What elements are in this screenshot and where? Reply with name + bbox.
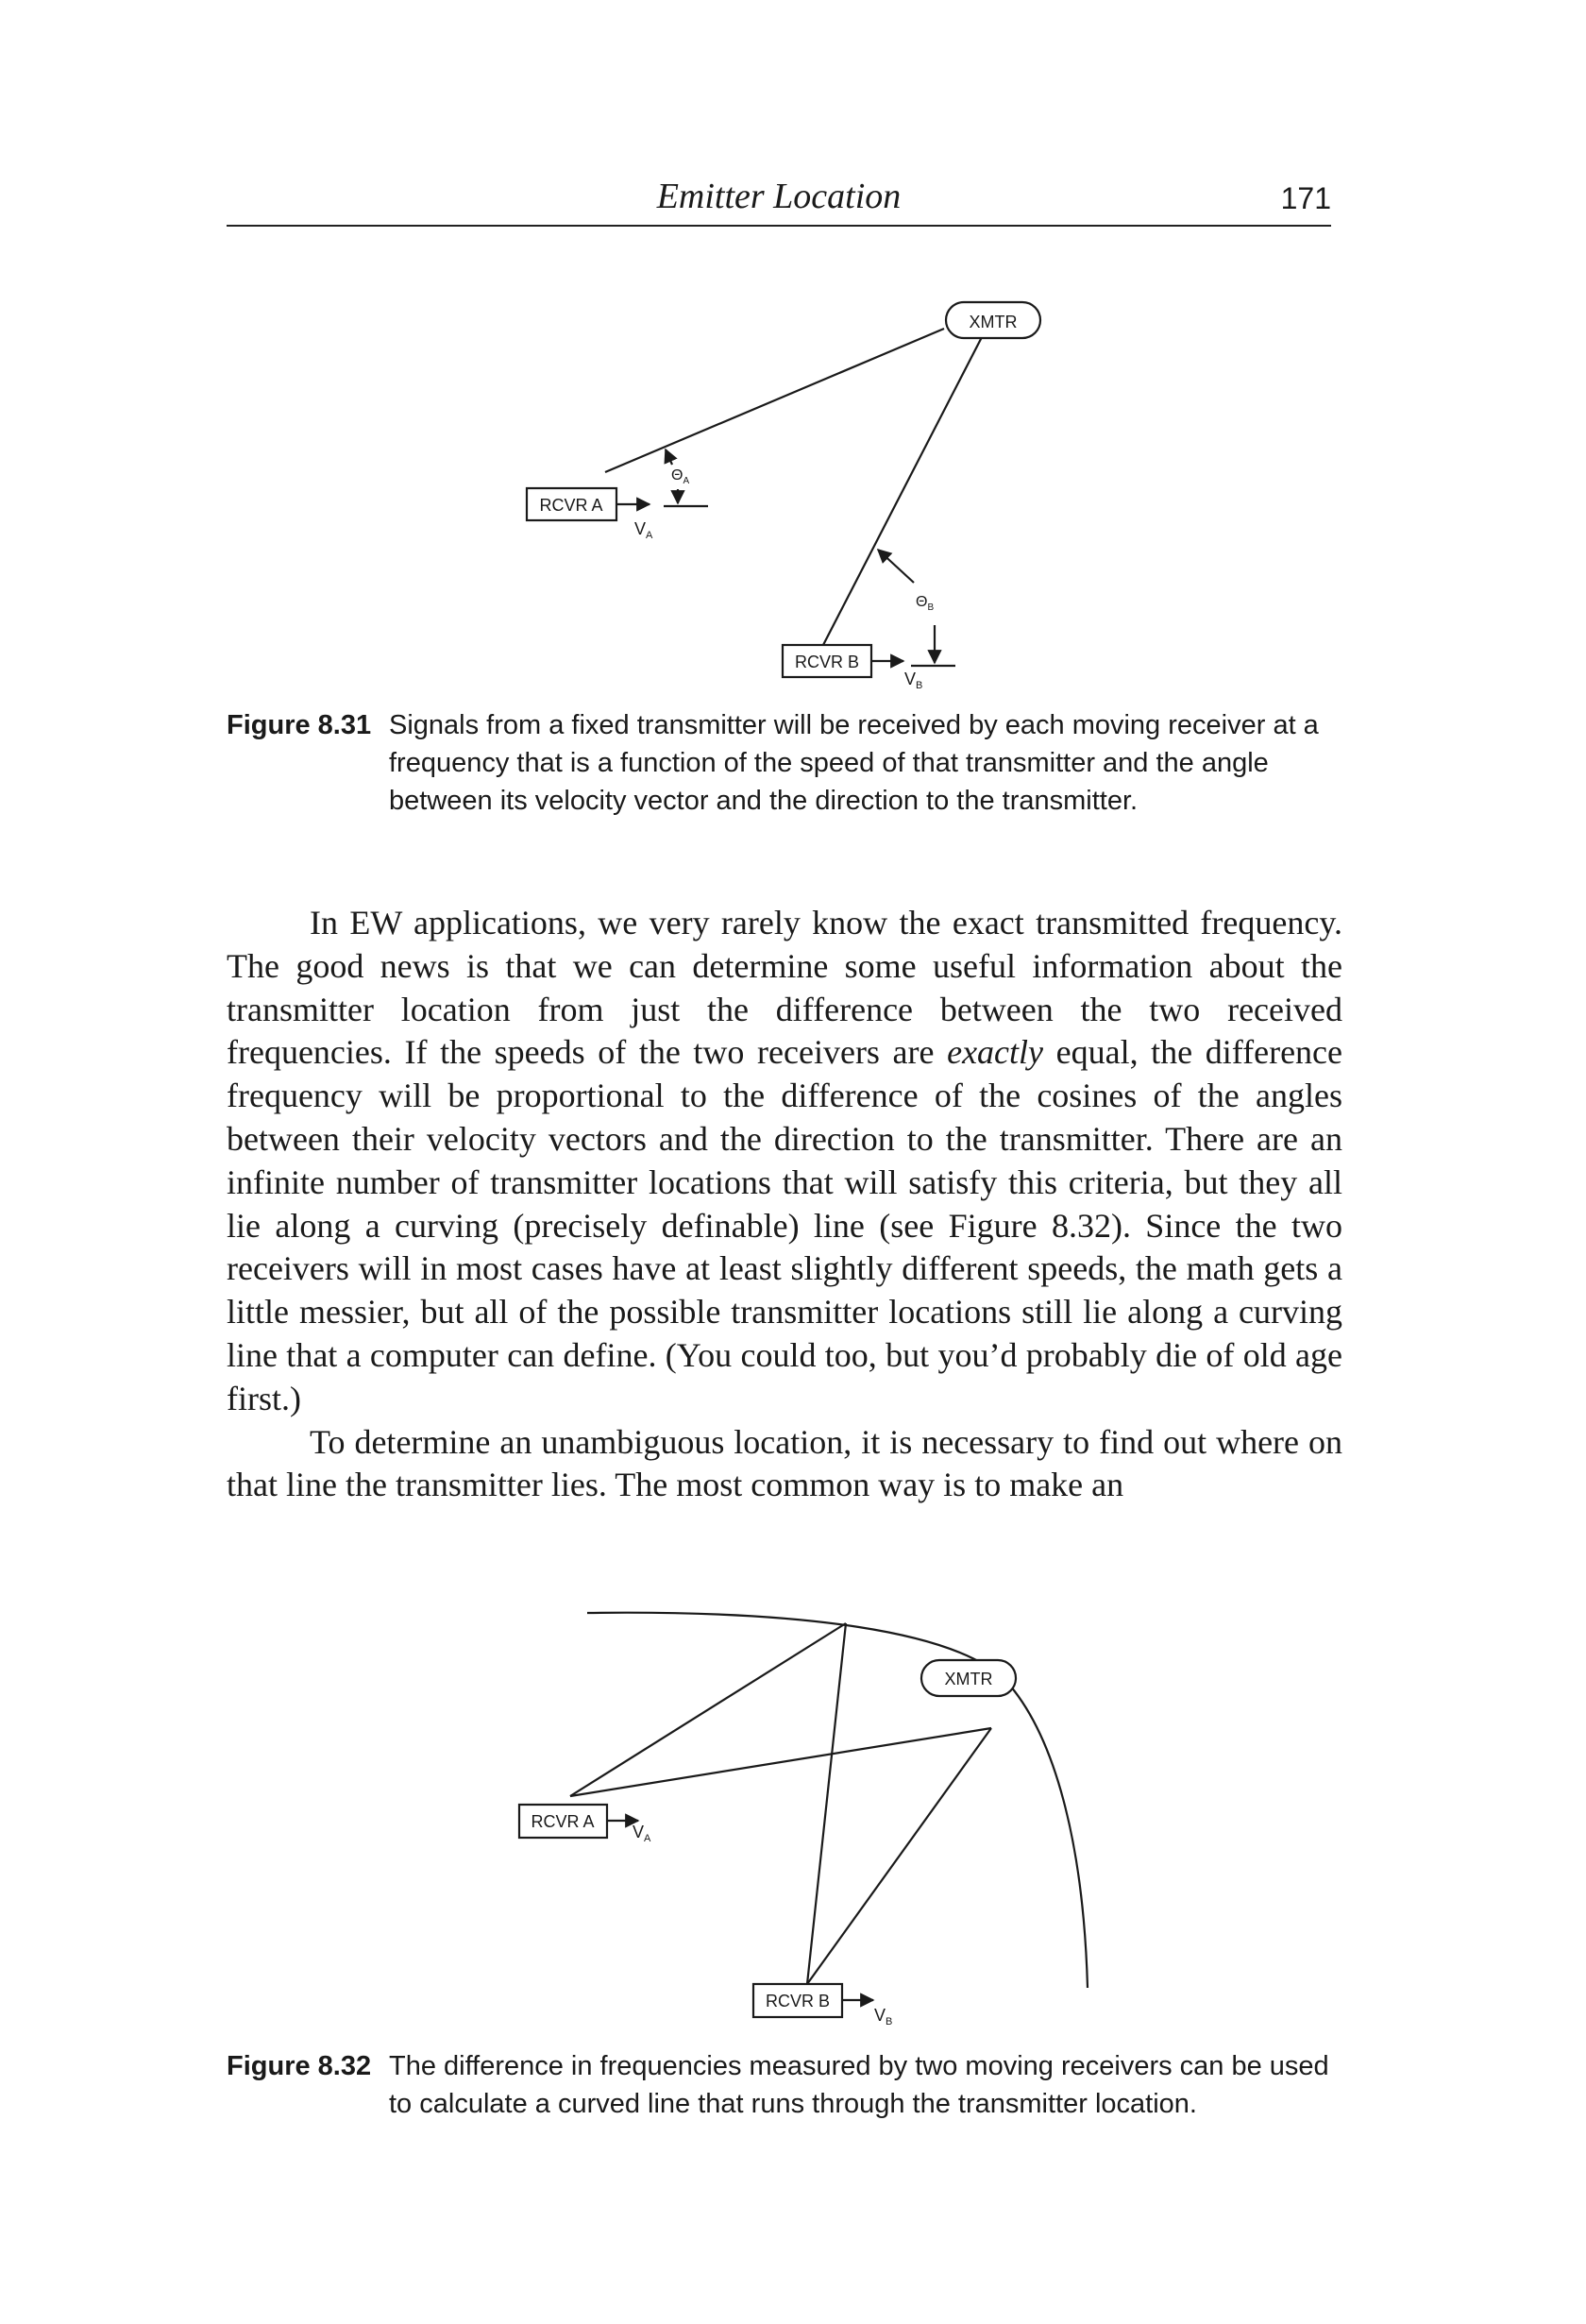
figure-8-32-caption bbox=[227, 2047, 1341, 2123]
body-text bbox=[227, 902, 1342, 1507]
xmtr-label: XMTR bbox=[969, 313, 1018, 331]
angle-ray-a bbox=[666, 450, 672, 465]
velocity-b-label: $V_B$ bbox=[874, 2006, 893, 2027]
line-a-to-point-1 bbox=[570, 1623, 846, 1796]
figure-8-32-label: Figure 8.32 bbox=[227, 2051, 372, 2081]
figure-8-31-caption-text: Signals from a fixed transmitter will be received by each moving receiver at a frequency that is a function of the speed of that transmitter and the angle between its velocity vector and the direction to the transmitter. bbox=[389, 710, 1319, 816]
line-b-to-point-1 bbox=[807, 1623, 846, 1984]
signal-line-b bbox=[823, 337, 982, 645]
running-head bbox=[227, 168, 1331, 227]
velocity-a-label: $V_A$ bbox=[634, 519, 653, 541]
angle-ray-b bbox=[878, 550, 914, 583]
figure-8-31-label: Figure 8.31 bbox=[227, 710, 372, 740]
rcvr-a-label: RCVR A bbox=[531, 1812, 595, 1831]
xmtr-label: XMTR bbox=[944, 1670, 993, 1688]
running-title: Emitter Location bbox=[656, 177, 902, 216]
page-number: 171 bbox=[1280, 181, 1331, 215]
rcvr-b-label: RCVR B bbox=[765, 1992, 831, 2010]
rcvr-b-label: RCVR B bbox=[794, 653, 860, 671]
signal-line-a bbox=[605, 329, 944, 472]
line-a-to-point-2 bbox=[570, 1728, 991, 1796]
theta-b-label: $\Theta_B$ bbox=[916, 594, 935, 613]
figure-8-31-caption bbox=[227, 706, 1341, 820]
line-b-to-point-2 bbox=[807, 1728, 991, 1984]
velocity-b-label: $V_B$ bbox=[904, 670, 923, 691]
theta-a-label: $\Theta_A$ bbox=[671, 467, 690, 486]
body-paragraph-2: To determine an unambiguous location, it is necessary to find out where on that line the transmitter lies. The most common way is to make an bbox=[227, 1422, 1342, 1504]
figure-8-32-caption-text: The difference in frequencies measured by two moving receivers can be used to calculate a curved line that runs through the transmitter location. bbox=[389, 2051, 1329, 2119]
rcvr-a-label: RCVR A bbox=[539, 496, 603, 515]
figure-8-31-diagram bbox=[0, 283, 1586, 718]
figure-8-32-diagram bbox=[0, 1596, 1586, 2027]
body-paragraph-1: In EW applications, we very rarely know the exact transmitted frequency. The good news is that we can determine some useful information about the transmitter location from just the difference between the two received frequencies. If the speeds of the two receivers are exactly equal, the difference frequency will be proportional to the difference of the cosines of the angles between their velocity vectors and the direction to the transmitter. There are an infinite number of transmitter locations that will satisfy this criteria, but they all lie along a curving (precisely definable) line (see Figure 8.32). Since the two receivers will in most cases have at least slightly different speeds, the math gets a little messier, but all of the possible transmitter locations still lie along a curving line that a computer can define. (You could too, but you’d probably die of old age first.) bbox=[227, 904, 1342, 1417]
velocity-a-label: $V_A$ bbox=[633, 1823, 651, 1844]
